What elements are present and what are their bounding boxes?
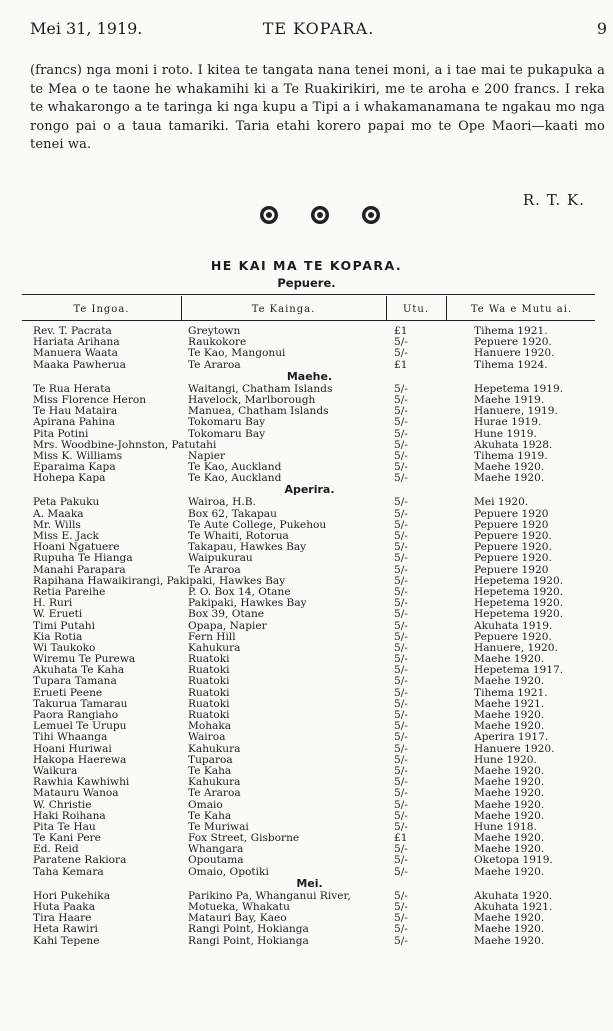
payment-amount: 5/- — [394, 753, 408, 766]
column-header-name: Te Ingoa. — [73, 304, 130, 315]
subscriber-place: Opoutama — [188, 854, 244, 867]
subscriber-place: Ruatoki — [188, 709, 230, 721]
subscriber-name: Hoani Ngatuere — [33, 541, 120, 554]
subscriber-name: Rupuha Te Hianga — [33, 552, 133, 565]
payment-amount: 5/- — [394, 923, 408, 936]
payment-amount: £1 — [394, 832, 408, 845]
subscriber-place: Te Aute College, Pukehou — [188, 518, 327, 531]
flower-ornament-icon — [309, 204, 331, 226]
subscriber-table — [22, 326, 597, 947]
expiry-date: Hanuere, 1920. — [474, 641, 558, 654]
subscriber-place: Tokomaru Bay — [188, 416, 266, 429]
payment-amount: 5/- — [394, 347, 408, 360]
subscriber-place: Havelock, Marlborough — [188, 393, 316, 406]
expiry-date: Maehe 1920. — [474, 843, 545, 856]
payment-amount: 5/- — [394, 336, 408, 349]
expiry-date: Maehe 1920. — [474, 912, 545, 925]
expiry-date: Mei 1920. — [474, 496, 529, 509]
flower-ornament-icon — [258, 204, 280, 226]
subscriber-place: Te Kao, Auckland — [188, 472, 282, 485]
subscriber-name: Pita Potini — [33, 427, 89, 440]
subscriber-place: Te Araroa — [188, 787, 241, 800]
expiry-date: Pepuere 1920 — [474, 563, 549, 576]
payment-amount: 5/- — [394, 382, 408, 395]
expiry-date: Oketopa 1919. — [474, 854, 553, 867]
expiry-date: Maehe 1920. — [474, 709, 545, 721]
expiry-date: Pepuere 1920 — [474, 518, 549, 531]
payment-amount: 5/- — [394, 843, 408, 856]
payment-amount: 5/- — [394, 720, 408, 733]
subscriber-place: Rangi Point, Hokianga — [188, 934, 309, 947]
subscriber-place: Te Muriwai — [188, 820, 249, 833]
subscriber-place: Te Kao, Mangonui — [188, 347, 286, 360]
subscriber-name: Tihi Whaanga — [33, 731, 108, 744]
payment-amount: 5/- — [394, 530, 408, 542]
payment-amount: 5/- — [394, 776, 408, 789]
payment-amount: 5/- — [394, 653, 408, 666]
table-row — [22, 676, 597, 687]
payment-amount: 5/- — [394, 820, 408, 833]
subscriber-name: Te Kani Pere — [33, 832, 101, 845]
table-row — [22, 497, 597, 508]
subscriber-name: Erueti Peene — [33, 686, 103, 699]
expiry-date: Hurae 1919. — [474, 416, 542, 429]
subscriber-name: Takurua Tamarau — [33, 697, 128, 710]
expiry-date: Hepetema 1920. — [474, 597, 564, 610]
payment-amount: 5/- — [394, 574, 408, 587]
payment-amount: 5/- — [394, 472, 408, 485]
expiry-date: Aperira 1917. — [474, 731, 549, 744]
expiry-date: Maehe 1920. — [474, 720, 545, 733]
subscriber-place: Tokomaru Bay — [188, 427, 266, 440]
payment-amount: 5/- — [394, 742, 408, 755]
month-heading — [22, 878, 597, 891]
column-header-date: Te Wa e Mutu ai. — [470, 304, 573, 315]
subscriber-place: Rangi Point, Hokianga — [188, 923, 309, 936]
payment-amount: 5/- — [394, 798, 408, 811]
expiry-date: Maehe 1920. — [474, 472, 545, 485]
signature: R. T. K. — [522, 191, 585, 209]
payment-amount: 5/- — [394, 438, 408, 451]
expiry-date: Hepetema 1919. — [474, 382, 564, 395]
subscriber-name: Tupara Tamana — [33, 675, 117, 688]
subscriber-name: Manahi Parapara — [33, 563, 126, 576]
subscriber-name: Rev. T. Pacrata — [33, 325, 112, 337]
column-header-place: Te Kainga. — [251, 304, 316, 315]
subscriber-place: Takapau, Hawkes Bay — [188, 541, 307, 554]
expiry-date: Hepetema 1920. — [474, 608, 564, 621]
subscriber-place: Tuparoa — [188, 753, 233, 766]
expiry-date: Maehe 1920. — [474, 675, 545, 688]
subscriber-place: Manuea, Chatham Islands — [188, 405, 329, 418]
table-top-rule — [22, 294, 595, 295]
subscriber-place: Te Araroa — [188, 358, 241, 371]
payment-amount: 5/- — [394, 585, 408, 598]
payment-amount: 5/- — [394, 731, 408, 744]
subscriber-place: Te Kaha — [188, 809, 232, 822]
expiry-date: Tihema 1924. — [474, 358, 548, 371]
expiry-date: Maehe 1920. — [474, 865, 545, 878]
payment-amount: 5/- — [394, 764, 408, 777]
subscriber-place: Waipukurau — [188, 552, 253, 565]
subscriber-name: Miss E. Jack — [33, 530, 99, 542]
subscriber-name: Miss K. Williams — [33, 449, 123, 462]
subscriber-name: Hakopa Haerewa — [33, 753, 127, 766]
expiry-date: Maehe 1920. — [474, 787, 545, 800]
expiry-date: Pepuere 1920. — [474, 530, 552, 542]
payment-amount: 5/- — [394, 865, 408, 878]
subscriber-name: Manuera Waata — [33, 347, 118, 360]
subscriber-place: Napier — [188, 449, 226, 462]
subscriber-place: Ruatoki — [188, 697, 230, 710]
page-number: 9 — [596, 19, 607, 38]
subscriber-place: Te Whaiti, Rotorua — [188, 530, 289, 542]
expiry-date: Tihema 1919. — [474, 449, 548, 462]
expiry-date: Maehe 1920. — [474, 923, 545, 936]
payment-amount: 5/- — [394, 393, 408, 406]
payment-amount: 5/- — [394, 597, 408, 610]
subscriber-place: Mohaka — [188, 720, 232, 733]
subscriber-place: Kahukura — [188, 776, 241, 789]
subscriber-name: Hariata Arihana — [33, 336, 120, 349]
subscriber-place: Wairoa, H.B. — [188, 496, 256, 509]
subscriber-place: Raukokore — [188, 336, 247, 349]
expiry-date: Hune 1919. — [474, 427, 537, 440]
payment-amount: £1 — [394, 358, 408, 371]
table-row — [22, 924, 597, 935]
subscriber-place: Kahukura — [188, 641, 241, 654]
payment-amount: 5/- — [394, 427, 408, 440]
expiry-date: Pepuere 1920. — [474, 630, 552, 643]
subscriber-name: Mrs. Woodbine-Johnston, Patutahi — [33, 438, 217, 451]
payment-amount: £1 — [394, 325, 408, 337]
subscriber-name: Paratene Rakiora — [33, 854, 127, 867]
table-row — [22, 429, 597, 440]
expiry-date: Maehe 1920. — [474, 809, 545, 822]
payment-amount: 5/- — [394, 697, 408, 710]
expiry-date: Maehe 1920. — [474, 798, 545, 811]
month-label: Maehe. — [286, 369, 333, 383]
subscriber-place: Motueka, Whakatu — [188, 901, 290, 913]
subscriber-name: W. Christie — [33, 798, 92, 811]
subscriber-place: Matauri Bay, Kaeo — [188, 912, 287, 925]
subscriber-name: Pita Te Hau — [33, 820, 96, 833]
payment-amount: 5/- — [394, 563, 408, 576]
payment-amount: 5/- — [394, 630, 408, 643]
table-row — [22, 553, 597, 564]
expiry-date: Maehe 1920. — [474, 776, 545, 789]
payment-amount: 5/- — [394, 405, 408, 418]
subscriber-place: Ruatoki — [188, 664, 230, 677]
subscriber-name: Mr. Wills — [33, 518, 81, 531]
payment-amount: 5/- — [394, 641, 408, 654]
subscriber-place: Ruatoki — [188, 653, 230, 666]
subscriber-name: Kia Rotia — [33, 630, 83, 643]
expiry-date: Maehe 1920. — [474, 934, 545, 947]
payment-amount: 5/- — [394, 912, 408, 925]
expiry-date: Hune 1920. — [474, 753, 537, 766]
payment-amount: 5/- — [394, 619, 408, 632]
expiry-date: Maehe 1921. — [474, 697, 545, 710]
subscriber-name: Wiremu Te Purewa — [33, 653, 136, 666]
expiry-date: Hune 1918. — [474, 820, 537, 833]
subscriber-place: Omaio, Opotiki — [188, 865, 269, 878]
subscriber-place: Te Kao, Auckland — [188, 461, 282, 474]
month-heading: Pepuere. — [277, 276, 336, 290]
payment-amount: 5/- — [394, 809, 408, 822]
subscriber-name: Heta Rawiri — [33, 923, 98, 936]
expiry-date: Hepetema 1920. — [474, 574, 564, 587]
table-row — [22, 936, 597, 947]
payment-amount: 5/- — [394, 787, 408, 800]
subscriber-name: Lemuel Te Urupu — [33, 720, 127, 733]
subscriber-name: Hohepa Kapa — [33, 472, 106, 485]
subscriber-name: Hoani Huriwai — [33, 742, 112, 755]
table-row — [22, 609, 597, 620]
expiry-date: Pepuere 1920. — [474, 336, 552, 349]
expiry-date: Maehe 1920. — [474, 653, 545, 666]
journal-title: TE KOPARA. — [262, 19, 375, 38]
month-heading — [22, 371, 597, 384]
subscriber-name: Hori Pukehika — [33, 889, 111, 902]
expiry-date: Akuhata 1920. — [474, 889, 553, 902]
subscriber-place: Ruatoki — [188, 675, 230, 688]
subscriber-place: Fern Hill — [188, 630, 236, 643]
expiry-date: Pepuere 1920. — [474, 552, 552, 565]
expiry-date: Hepetema 1920. — [474, 585, 564, 598]
payment-amount: 5/- — [394, 552, 408, 565]
subscriber-place: Wairoa — [188, 731, 226, 744]
subscriber-place: Ruatoki — [188, 686, 230, 699]
expiry-date: Hanuere 1920. — [474, 742, 555, 755]
subscriber-name: Haki Roihana — [33, 809, 106, 822]
table-row — [22, 800, 597, 811]
expiry-date: Akuhata 1921. — [474, 901, 553, 913]
subscriber-name: Apirana Pahina — [33, 416, 116, 429]
issue-date: Mei 31, 1919. — [30, 19, 143, 38]
subscriber-place: Whangara — [188, 843, 244, 856]
expiry-date: Akuhata 1919. — [474, 619, 553, 632]
subscriber-name: Rawhia Kawhiwhi — [33, 776, 130, 789]
subscriber-name: Te Hau Mataira — [33, 405, 118, 418]
subscriber-name: Taha Kemara — [33, 865, 104, 878]
payment-amount: 5/- — [394, 664, 408, 677]
subscriber-place: Parikino Pa, Whanganui River, — [188, 889, 351, 902]
month-label: Aperira. — [284, 483, 335, 497]
expiry-date: Maehe 1920. — [474, 461, 545, 474]
expiry-date: Hanuere 1920. — [474, 347, 555, 360]
table-header-rule — [22, 320, 595, 321]
subscriber-name: Waikura — [33, 764, 78, 777]
subscriber-place: Opapa, Napier — [188, 619, 267, 632]
payment-amount: 5/- — [394, 496, 408, 509]
section-title: HE KAI MA TE KOPARA. — [210, 258, 403, 273]
subscriber-place: Pakipaki, Hawkes Bay — [188, 597, 307, 610]
expiry-date: Akuhata 1928. — [474, 438, 553, 451]
subscriber-name: Timi Putahi — [33, 619, 95, 632]
subscriber-name: Tira Haare — [33, 912, 92, 925]
subscriber-place: Fox Street, Gisborne — [188, 832, 300, 845]
subscriber-name: Te Rua Herata — [33, 382, 111, 395]
subscriber-name: Miss Florence Heron — [33, 393, 147, 406]
expiry-date: Tihema 1921. — [474, 686, 548, 699]
subscriber-place: Te Araroa — [188, 563, 241, 576]
expiry-date: Pepuere 1920 — [474, 507, 549, 520]
flower-ornament-icon — [360, 204, 382, 226]
subscriber-name: Matauru Wanoa — [33, 787, 119, 800]
expiry-date: Hanuere, 1919. — [474, 405, 558, 418]
table-row — [22, 855, 597, 866]
payment-amount: 5/- — [394, 901, 408, 913]
subscriber-name: Huta Paaka — [33, 901, 96, 913]
payment-amount: 5/- — [394, 416, 408, 429]
table-row — [22, 348, 597, 359]
ornament-row — [250, 204, 390, 230]
subscriber-name: Retia Pareihe — [33, 585, 106, 598]
subscriber-name: H. Ruri — [33, 597, 73, 610]
expiry-date: Maehe 1920. — [474, 832, 545, 845]
subscriber-name: Ed. Reid — [33, 843, 79, 856]
payment-amount: 5/- — [394, 889, 408, 902]
expiry-date: Maehe 1919. — [474, 393, 545, 406]
month-label: Mei. — [296, 876, 323, 890]
table-row — [22, 417, 597, 428]
column-header-amount: Utu. — [402, 304, 430, 315]
subscriber-place: Greytown — [188, 325, 241, 337]
payment-amount: 5/- — [394, 541, 408, 554]
subscriber-place: Te Kaha — [188, 764, 232, 777]
subscriber-name: Peta Pakuku — [33, 496, 100, 509]
expiry-date: Hepetema 1917. — [474, 664, 564, 677]
subscriber-name: Rapihana Hawaikirangi, Pakipaki, Hawkes Bay — [33, 574, 286, 587]
subscriber-place: Box 39, Otane — [188, 608, 265, 621]
payment-amount: 5/- — [394, 507, 408, 520]
payment-amount: 5/- — [394, 675, 408, 688]
table-row — [22, 621, 597, 632]
subscriber-name: Maaka Pawherua — [33, 358, 126, 371]
subscriber-place: P. O. Box 14, Otane — [188, 585, 291, 598]
subscriber-name: Akuhata Te Kaha — [33, 664, 125, 677]
subscriber-name: Wi Taukoko — [33, 641, 96, 654]
subscriber-place: Waitangi, Chatham Islands — [188, 382, 333, 395]
subscriber-name: Eparaima Kapa — [33, 461, 116, 474]
body-paragraph: (francs) nga moni i roto. I kitea te tangata nana tenei moni, a i tae mai te pukapuka a te Mea o te taone he whakamihi ki a Te Ruakirikiri, me te aroha e 200 francs. I reka te whakarongo a te taringa ki nga kupu a Tipi a i whakamanamana te ngakau mo nga rongo pai o a taua tamariki. Taria etahi korero papai mo te Ope Maori—kaati mo tenei wa. — [30, 63, 605, 153]
payment-amount: 5/- — [394, 854, 408, 867]
payment-amount: 5/- — [394, 449, 408, 462]
table-row — [22, 788, 597, 799]
payment-amount: 5/- — [394, 934, 408, 947]
subscriber-name: W. Erueti — [33, 608, 83, 621]
subscriber-name: Kahi Tepene — [33, 934, 100, 947]
payment-amount: 5/- — [394, 461, 408, 474]
payment-amount: 5/- — [394, 709, 408, 721]
subscriber-place: Omaio — [188, 798, 223, 811]
payment-amount: 5/- — [394, 608, 408, 621]
subscriber-place: Box 62, Takapau — [188, 507, 277, 520]
payment-amount: 5/- — [394, 686, 408, 699]
subscriber-place: Kahukura — [188, 742, 241, 755]
table-row — [22, 732, 597, 743]
payment-amount: 5/- — [394, 518, 408, 531]
expiry-date: Maehe 1920. — [474, 764, 545, 777]
page-header — [30, 19, 607, 43]
subscriber-name: Paora Rangiaho — [33, 709, 119, 721]
subscriber-name: A. Maaka — [33, 507, 84, 520]
expiry-date: Pepuere 1920. — [474, 541, 552, 554]
expiry-date: Tihema 1921. — [474, 325, 548, 337]
